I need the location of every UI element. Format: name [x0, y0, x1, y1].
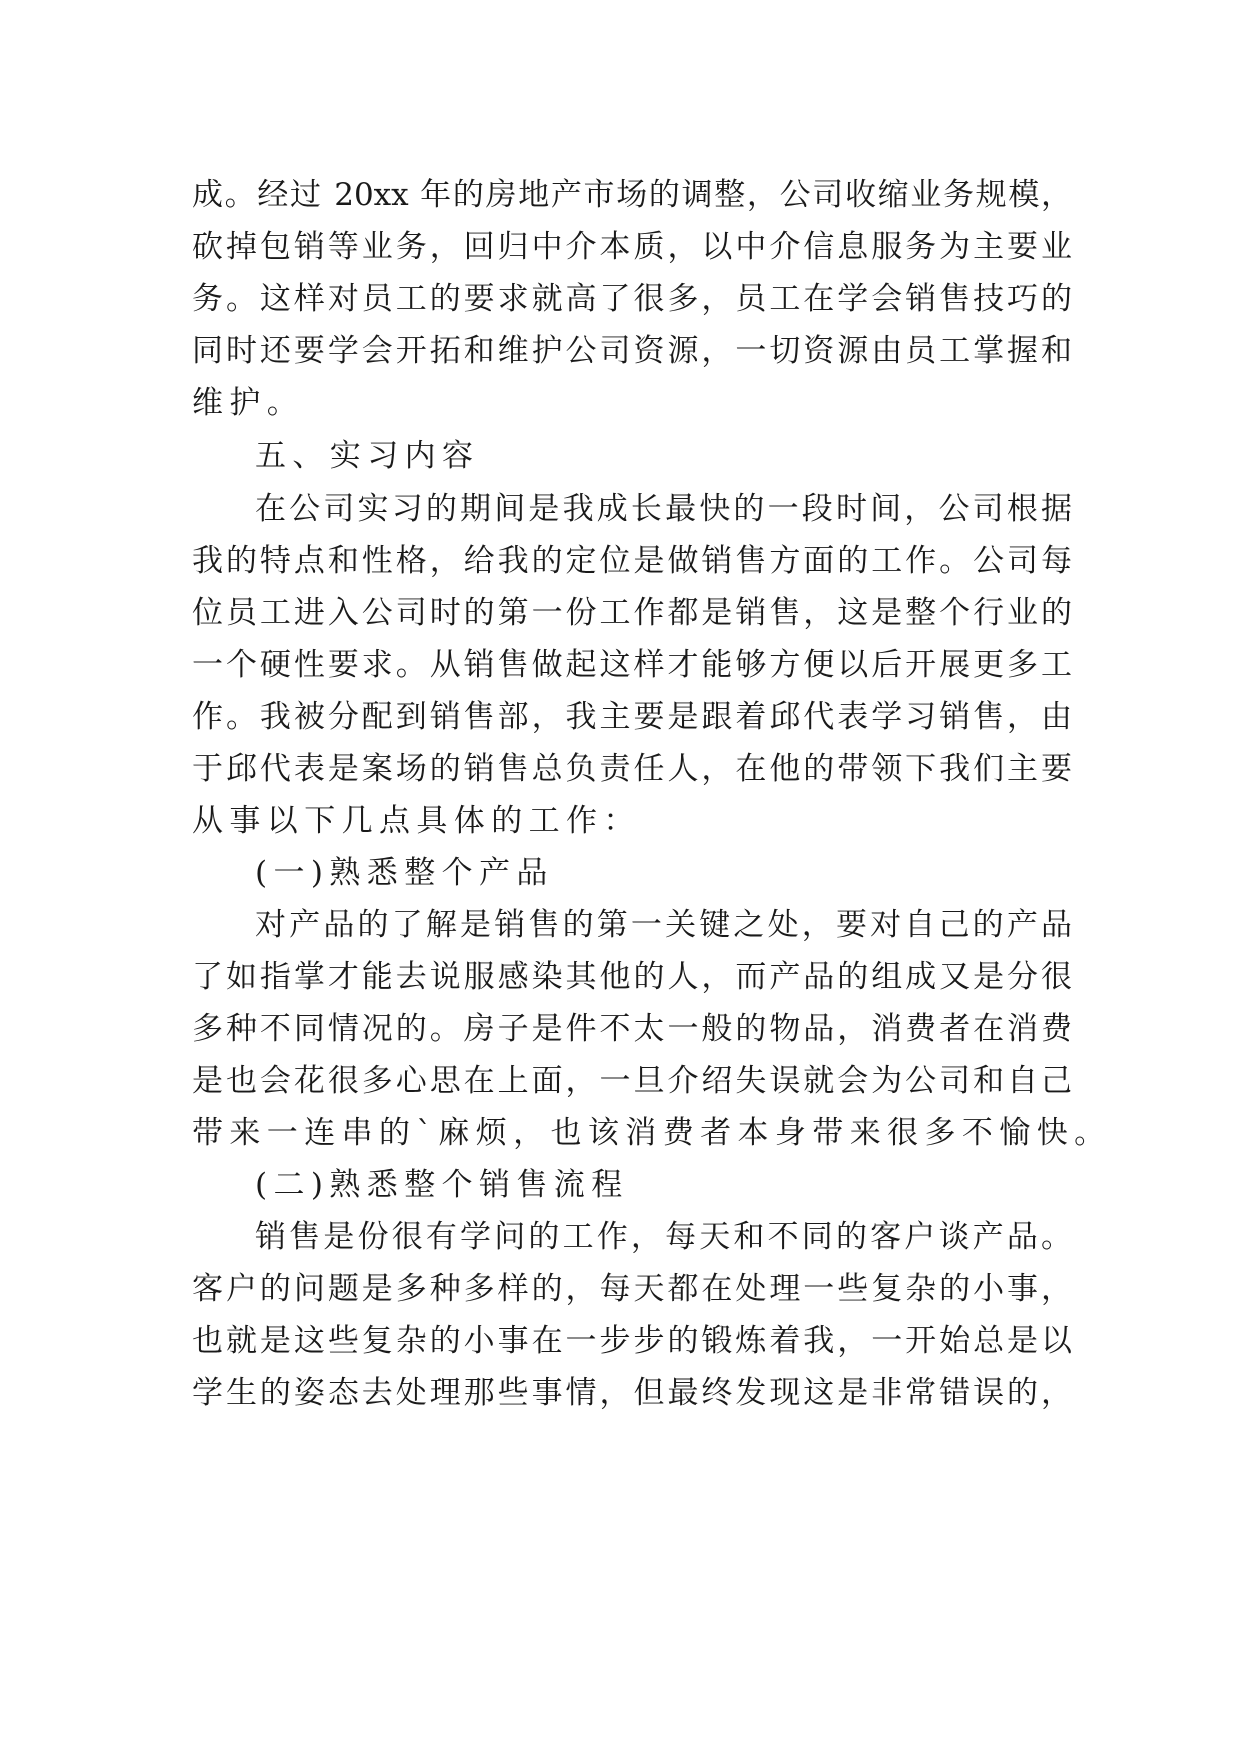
text-line: 作。我被分配到销售部，我主要是跟着邱代表学习销售，由 [192, 699, 1072, 735]
subsection-heading: (一)熟悉整个产品 [255, 855, 554, 891]
subsection-heading: (二)熟悉整个销售流程 [255, 1167, 629, 1203]
text-line: 对产品的了解是销售的第一关键之处，要对自己的产品 [255, 907, 1072, 943]
text-line: 维护。 [192, 385, 305, 421]
text-line: 带来一连串的`麻烦，也该消费者本身带来很多不愉快。 [192, 1115, 1112, 1151]
text-line: 同时还要学会开拓和维护公司资源，一切资源由员工掌握和 [192, 333, 1072, 369]
section-heading: 五、实习内容 [255, 438, 480, 474]
text-line: 于邱代表是案场的销售总负责任人，在他的带领下我们主要 [192, 751, 1072, 787]
text-line: 我的特点和性格，给我的定位是做销售方面的工作。公司每 [192, 543, 1072, 579]
text-line: 销售是份很有学问的工作，每天和不同的客户谈产品。 [255, 1219, 1072, 1255]
text-line: 位员工进入公司时的第一份工作都是销售，这是整个行业的 [192, 595, 1072, 631]
text-line: 砍掉包销等业务，回归中介本质，以中介信息服务为主要业 [192, 229, 1072, 265]
text-line: 也就是这些复杂的小事在一步步的锻炼着我，一开始总是以 [192, 1323, 1072, 1359]
text-line: 务。这样对员工的要求就高了很多，员工在学会销售技巧的 [192, 281, 1072, 317]
text-line: 是也会花很多心思在上面，一旦介绍失误就会为公司和自己 [192, 1063, 1072, 1099]
text-line: 客户的问题是多种多样的，每天都在处理一些复杂的小事， [192, 1271, 1072, 1307]
text-line: 从事以下几点具体的工作： [192, 803, 641, 839]
text-line: 一个硬性要求。从销售做起这样才能够方便以后开展更多工 [192, 647, 1072, 683]
text-line: 学生的姿态去处理那些事情，但最终发现这是非常错误的， [192, 1375, 1072, 1411]
text-line: 多种不同情况的。房子是件不太一般的物品，消费者在消费 [192, 1011, 1072, 1047]
text-line: 在公司实习的期间是我成长最快的一段时间，公司根据 [255, 491, 1072, 527]
text-line: 成。经过 20xx 年的房地产市场的调整，公司收缩业务规模， [192, 177, 1072, 213]
text-line: 了如指掌才能去说服感染其他的人，而产品的组成又是分很 [192, 959, 1072, 995]
